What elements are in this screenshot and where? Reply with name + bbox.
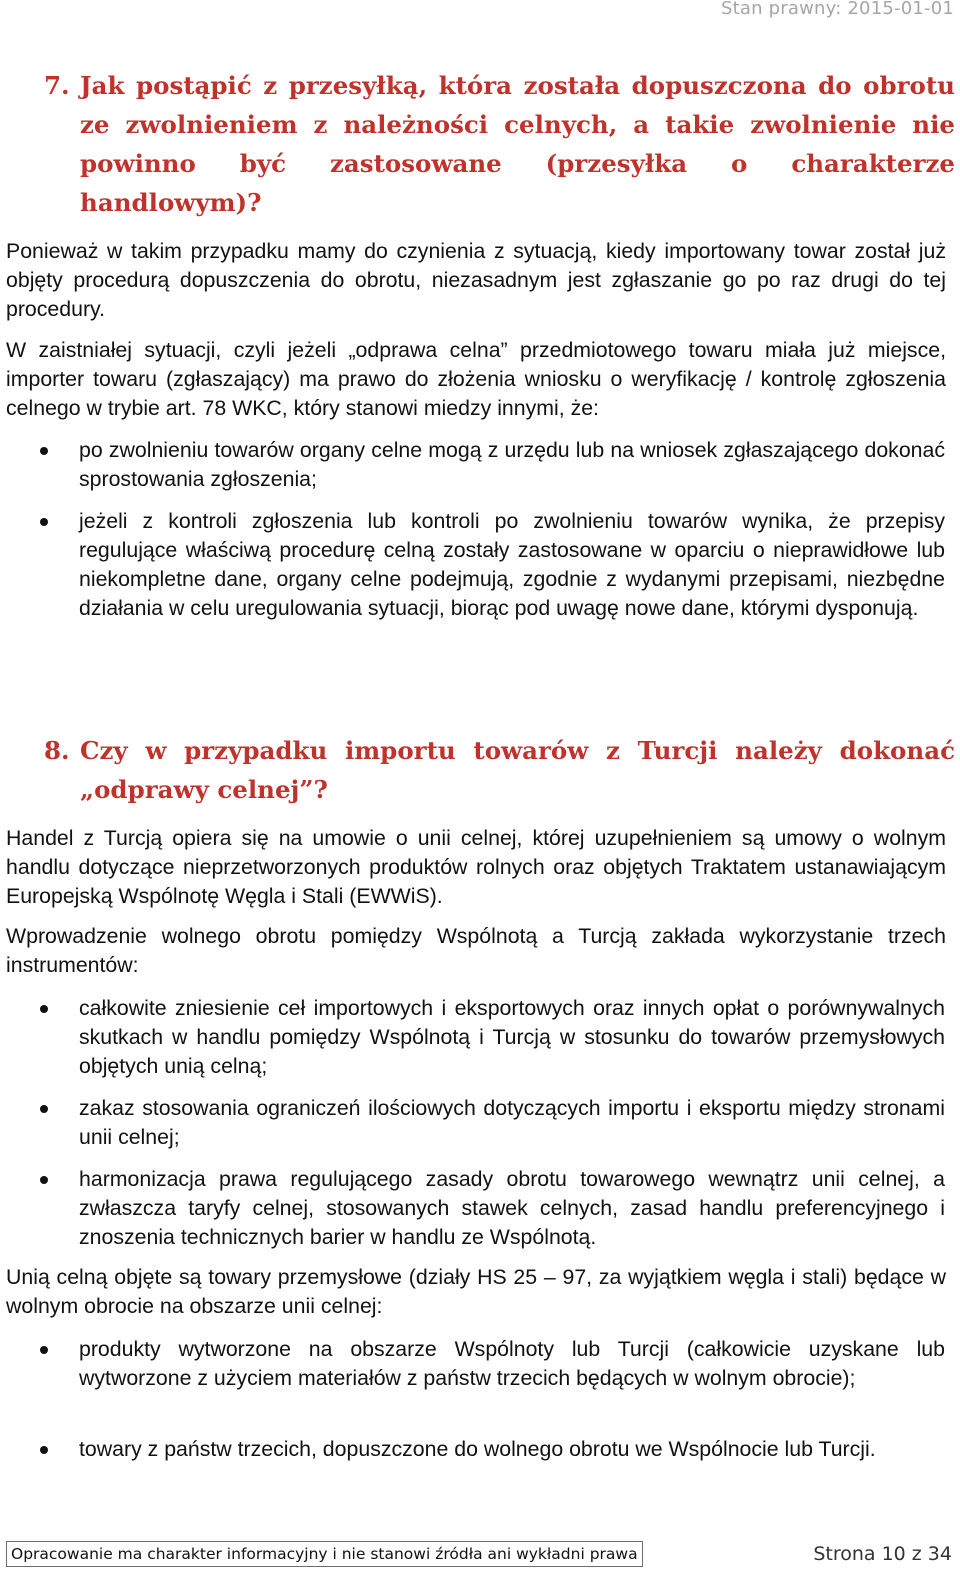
- instruments-bullet-list: [0, 1094, 960, 1152]
- list-item: [0, 436, 960, 494]
- section-8-paragraph-1: Handel z Turcją opiera się na umowie o unii celnej, której uzupełnieniem są umowy o wolnym handlu dotyczące nieprzetworzonych produktów rolnych oraz objętych Traktatem ustanawiającym Europejską Wspólnotę Węgla i Stali (EWWiS).: [6, 826, 946, 908]
- page-number: Strona 10 z 34: [813, 1543, 952, 1565]
- section-8-paragraph-2: Wprowadzenie wolnego obrotu pomiędzy Wspólnotą a Turcją zakłada wykorzystanie trzech instrumentów:: [6, 924, 946, 977]
- section-7-bullet-list: [0, 436, 960, 494]
- section-7-heading: [44, 66, 955, 222]
- bullet-icon: [40, 1105, 48, 1113]
- bullet-icon: [40, 1346, 48, 1354]
- section-8-number: 8.: [44, 736, 70, 765]
- section-8-heading: [44, 731, 955, 809]
- section-8-title: Czy w przypadku importu towarów z Turcji należy dokonać „odprawy celnej”?: [80, 736, 955, 804]
- list-item: [0, 1335, 960, 1393]
- list-item: [0, 507, 960, 623]
- goods-bullet-list: [0, 1435, 960, 1464]
- list-item: [0, 1165, 960, 1252]
- disclaimer-footer: Opracowanie ma charakter informacyjny i nie stanowi źródła ani wykładni prawa: [6, 1541, 643, 1567]
- list-item-text: zakaz stosowania ograniczeń ilościowych dotyczących importu i eksportu między stronami unii celnej;: [79, 1096, 945, 1149]
- list-item-text: całkowite zniesienie ceł importowych i eksportowych oraz innych opłat o porównywalnych skutkach w handlu pomiędzy Wspólnotą i Turcją w stosunku do towarów przemysłowych objętych unią celną;: [79, 996, 945, 1078]
- list-item: [0, 994, 960, 1081]
- section-8-paragraph-3: Unią celną objęte są towary przemysłowe (działy HS 25 – 97, za wyjątkiem węgla i stali) będące w wolnym obrocie na obszarze unii celnej:: [6, 1265, 946, 1318]
- instruments-bullet-list: [0, 994, 960, 1081]
- section-7-paragraph-2: W zaistniałej sytuacji, czyli jeżeli „odprawa celna” przedmiotowego towaru miała już miejsce, importer towaru (zgłaszający) ma prawo do złożenia wniosku o weryfikację / kontrolę zgłoszenia celnego w trybie art. 78 WKC, który stanowi miedzy innymi, że:: [6, 338, 946, 420]
- bullet-icon: [40, 1176, 48, 1184]
- legal-status-header: Stan prawny: 2015-01-01: [721, 0, 954, 19]
- section-7-bullet-list: [0, 507, 960, 623]
- bullet-icon: [40, 1005, 48, 1013]
- bullet-icon: [40, 447, 48, 455]
- list-item-text: po zwolnieniu towarów organy celne mogą z urzędu lub na wniosek zgłaszającego dokonać sprostowania zgłoszenia;: [79, 438, 945, 491]
- section-7-title: Jak postąpić z przesyłką, która została dopuszczona do obrotu ze zwolnieniem z należności celnych, a takie zwolnienie nie powinno być zastosowane (przesyłka o charakterze handlowym)?: [80, 71, 955, 217]
- bullet-icon: [40, 518, 48, 526]
- goods-bullet-list: [0, 1335, 960, 1393]
- list-item: [0, 1094, 960, 1152]
- list-item-text: produkty wytworzone na obszarze Wspólnoty lub Turcji (całkowicie uzyskane lub wytworzone z użyciem materiałów z państw trzecich będących w wolnym obrocie);: [79, 1337, 945, 1390]
- list-item: [0, 1435, 960, 1464]
- section-7-number: 7.: [44, 71, 70, 100]
- list-item-text: towary z państw trzecich, dopuszczone do wolnego obrotu we Wspólnocie lub Turcji.: [79, 1437, 876, 1461]
- instruments-bullet-list: [0, 1165, 960, 1252]
- bullet-icon: [40, 1446, 48, 1454]
- list-item-text: harmonizacja prawa regulującego zasady obrotu towarowego wewnątrz unii celnej, a zwłaszcza taryfy celnej, stosowanych stawek celnych, zasad handlu preferencyjnego i znoszenia technicznych barier w handlu ze Wspólnotą.: [79, 1167, 945, 1249]
- list-item-text: jeżeli z kontroli zgłoszenia lub kontroli po zwolnieniu towarów wynika, że przepisy regulujące właściwą procedurę celną zostały zastosowane w oparciu o nieprawidłowe lub niekompletne dane, organy celne podejmują, zgodnie z wydanymi przepisami, niezbędne działania w celu uregulowania sytuacji, biorąc pod uwagę nowe dane, którymi dysponują.: [79, 509, 945, 620]
- section-7-paragraph-1: Ponieważ w takim przypadku mamy do czynienia z sytuacją, kiedy importowany towar został już objęty procedurą dopuszczenia do obrotu, niezasadnym jest zgłaszanie go po raz drugi do tej procedury.: [6, 239, 946, 321]
